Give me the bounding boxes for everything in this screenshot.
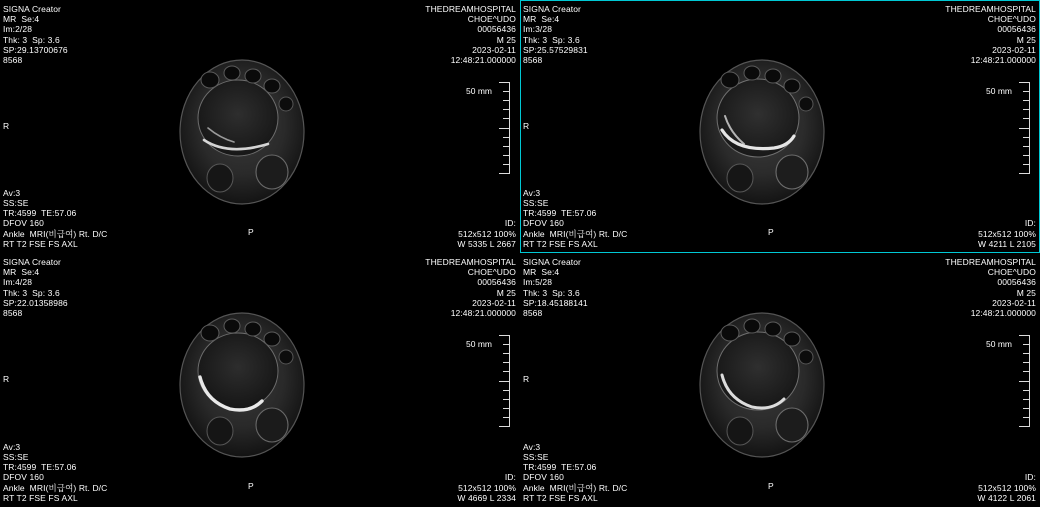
viewport-1-bottom-right-overlay: ID: 512x512 100% W 5335 L 2667 [457,218,516,249]
orientation-marker-left: R [523,374,530,384]
orientation-marker-left: R [3,374,10,384]
viewport-2-bottom-right-overlay: ID: 512x512 100% W 4211 L 2105 [977,218,1036,249]
viewport-3-bottom-left-overlay: Av:3 SS:SE TR:4599 TE:57.06 DFOV 160 Ankle MRI(비급여) Rt. D/C RT T2 FSE FS AXL [3,441,108,503]
scale-label: 50 mm [466,86,492,96]
orientation-marker-bottom: P [248,481,254,491]
viewport-3-top-right-overlay: THEDREAMHOSPITAL CHOE^UDO 00056436 M 25 2023-02-11 12:48:21.000000 [425,257,516,319]
ankle-axial-slice-image [150,305,335,465]
orientation-marker-bottom: P [248,227,254,237]
scale-ruler [1016,82,1030,174]
viewport-3-top-left-overlay: SIGNA Creator MR Se:4 Im:4/28 Thk: 3 Sp: 3.6 SP:22.01358986 8568 [3,257,68,319]
scale-ruler [496,82,510,174]
scale-ruler [496,335,510,427]
ankle-axial-slice-image [150,52,335,212]
scale-label: 50 mm [466,339,492,349]
viewport-4-bottom-right-overlay: ID: 512x512 100% W 4122 L 2061 [977,472,1036,503]
viewport-1[interactable] [0,0,520,253]
viewport-2-bottom-left-overlay: Av:3 SS:SE TR:4599 TE:57.06 DFOV 160 Ankle MRI(비급여) Rt. D/C RT T2 FSE FS AXL [523,187,628,249]
viewport-2-top-right-overlay: THEDREAMHOSPITAL CHOE^UDO 00056436 M 25 2023-02-11 12:48:21.000000 [945,4,1036,66]
ankle-axial-slice-image [670,52,855,212]
viewport-4[interactable] [520,253,1040,507]
viewport-3-bottom-right-overlay: ID: 512x512 100% W 4669 L 2334 [457,472,516,503]
scale-label: 50 mm [986,86,1012,96]
orientation-marker-bottom: P [768,227,774,237]
orientation-marker-left: R [3,121,10,131]
viewport-4-bottom-left-overlay: Av:3 SS:SE TR:4599 TE:57.06 DFOV 160 Ankle MRI(비급여) Rt. D/C RT T2 FSE FS AXL [523,441,628,503]
orientation-marker-bottom: P [768,481,774,491]
viewport-1-top-left-overlay: SIGNA Creator MR Se:4 Im:2/28 Thk: 3 Sp: 3.6 SP:29.13700676 8568 [3,4,68,66]
viewport-1-bottom-left-overlay: Av:3 SS:SE TR:4599 TE:57.06 DFOV 160 Ankle MRI(비급여) Rt. D/C RT T2 FSE FS AXL [3,187,108,249]
viewport-2-top-left-overlay: SIGNA Creator MR Se:4 Im:3/28 Thk: 3 Sp: 3.6 SP:25.57529831 8568 [523,4,588,66]
viewport-4-top-left-overlay: SIGNA Creator MR Se:4 Im:5/28 Thk: 3 Sp: 3.6 SP:18.45188141 8568 [523,257,588,319]
viewport-3[interactable] [0,253,520,507]
scale-label: 50 mm [986,339,1012,349]
orientation-marker-left: R [523,121,530,131]
viewport-4-top-right-overlay: THEDREAMHOSPITAL CHOE^UDO 00056436 M 25 2023-02-11 12:48:21.000000 [945,257,1036,319]
viewport-2[interactable] [520,0,1040,253]
ankle-axial-slice-image [670,305,855,465]
scale-ruler [1016,335,1030,427]
viewport-1-top-right-overlay: THEDREAMHOSPITAL CHOE^UDO 00056436 M 25 2023-02-11 12:48:21.000000 [425,4,516,66]
